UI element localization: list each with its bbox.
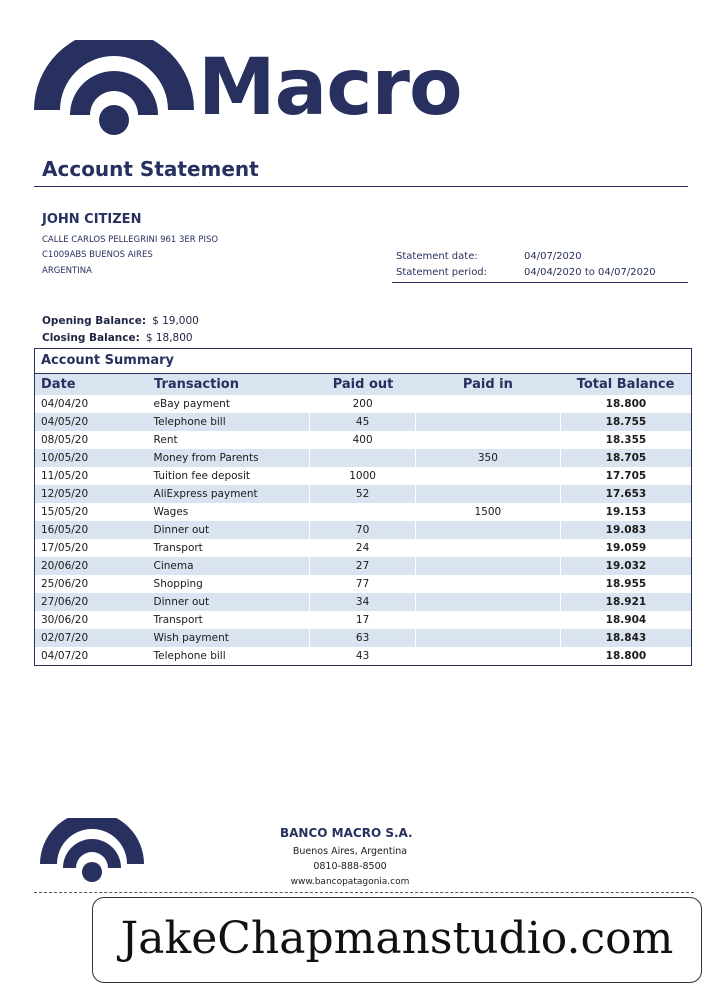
title-divider xyxy=(34,186,688,187)
cell-transaction: Rent xyxy=(153,434,178,446)
table-header xyxy=(35,374,691,395)
table-row xyxy=(35,503,691,521)
cell-transaction: Shopping xyxy=(153,578,203,590)
account-summary-table xyxy=(34,348,692,666)
cell-paid-in xyxy=(415,485,560,503)
cell-paid-out: 17 xyxy=(309,611,415,629)
page-title: Account Statement xyxy=(42,157,259,181)
cell-paid-out: 1000 xyxy=(309,467,415,485)
table-row xyxy=(35,629,691,647)
cell-transaction: Dinner out xyxy=(153,596,210,608)
cell-total-balance: 19.059 xyxy=(560,539,691,557)
cell-total-balance: 18.800 xyxy=(560,647,691,665)
cell-date: 15/05/20 xyxy=(41,506,89,518)
cell-date: 11/05/20 xyxy=(41,470,89,482)
closing-balance xyxy=(42,332,193,344)
cell-paid-in xyxy=(415,413,560,431)
cell-total-balance: 18.705 xyxy=(560,449,691,467)
table-row xyxy=(35,449,691,467)
cell-paid-in xyxy=(415,593,560,611)
statement-date-label: Statement date: xyxy=(396,251,478,262)
cell-date: 27/06/20 xyxy=(41,596,89,608)
cell-total-balance: 18.755 xyxy=(560,413,691,431)
cell-total-balance: 18.904 xyxy=(560,611,691,629)
footer-divider xyxy=(34,892,694,893)
cell-paid-in xyxy=(415,431,560,449)
cell-transaction: eBay payment xyxy=(153,398,230,410)
statement-period: 04/04/2020 to 04/07/2020 xyxy=(524,267,656,278)
cell-paid-in xyxy=(415,611,560,629)
cell-total-balance: 19.032 xyxy=(560,557,691,575)
cell-transaction: Money from Parents xyxy=(153,452,259,464)
cell-date: 10/05/20 xyxy=(41,452,89,464)
cell-transaction: AliExpress payment xyxy=(153,488,258,500)
cell-paid-in xyxy=(415,575,560,593)
table-row xyxy=(35,593,691,611)
column-header-paid-in: Paid in xyxy=(462,377,513,392)
cell-paid-out: 45 xyxy=(309,413,415,431)
cell-date: 02/07/20 xyxy=(41,632,89,644)
cell-date: 25/06/20 xyxy=(41,578,89,590)
cell-paid-in xyxy=(415,467,560,485)
column-header-date: Date xyxy=(41,377,76,392)
cell-total-balance: 18.921 xyxy=(560,593,691,611)
cell-paid-out: 27 xyxy=(309,557,415,575)
table-row xyxy=(35,431,691,449)
cell-total-balance: 18.355 xyxy=(560,431,691,449)
table-row xyxy=(35,395,691,413)
cell-paid-out xyxy=(309,449,415,467)
column-header-transaction: Transaction xyxy=(154,377,239,392)
cell-paid-out: 400 xyxy=(309,431,415,449)
cell-total-balance: 17.653 xyxy=(560,485,691,503)
column-header-paid-out: Paid out xyxy=(332,377,394,392)
cell-transaction: Wages xyxy=(153,506,189,518)
watermark-banner: JakeChapmanstudio.com xyxy=(92,897,702,983)
cell-transaction: Telephone bill xyxy=(153,650,226,662)
cell-date: 12/05/20 xyxy=(41,488,89,500)
cell-paid-in xyxy=(415,557,560,575)
cell-paid-out: 77 xyxy=(309,575,415,593)
cell-transaction: Telephone bill xyxy=(153,416,226,428)
table-row xyxy=(35,485,691,503)
cell-paid-in xyxy=(415,395,560,413)
footer-logo-icon xyxy=(40,818,144,888)
cell-date: 04/05/20 xyxy=(41,416,89,428)
cell-paid-out xyxy=(309,503,415,521)
cell-date: 04/07/20 xyxy=(41,650,89,662)
bank-phone: 0810-888-8500 xyxy=(313,861,387,872)
cell-total-balance: 19.153 xyxy=(560,503,691,521)
cell-date: 04/04/20 xyxy=(41,398,89,410)
table-row xyxy=(35,575,691,593)
table-row xyxy=(35,521,691,539)
cell-date: 30/06/20 xyxy=(41,614,89,626)
closing-balance-value: $ 18,800 xyxy=(145,332,193,344)
cell-paid-out: 200 xyxy=(309,395,415,413)
macro-logo-icon xyxy=(34,40,194,140)
customer-name: JOHN CITIZEN xyxy=(42,212,142,227)
table-row xyxy=(35,413,691,431)
table-row xyxy=(35,611,691,629)
cell-date: 17/05/20 xyxy=(41,542,89,554)
cell-paid-in xyxy=(415,521,560,539)
cell-paid-out: 43 xyxy=(309,647,415,665)
cell-transaction: Wish payment xyxy=(153,632,229,644)
cell-paid-in: 1500 xyxy=(415,503,560,521)
cell-paid-in xyxy=(415,647,560,665)
cell-total-balance: 18.800 xyxy=(560,395,691,413)
table-row xyxy=(35,539,691,557)
cell-paid-in: 350 xyxy=(415,449,560,467)
statement-date: 04/07/2020 xyxy=(524,251,582,262)
opening-balance xyxy=(42,315,199,327)
cell-transaction: Transport xyxy=(153,542,203,554)
cell-paid-in xyxy=(415,539,560,557)
bank-website: www.bancopatagonia.com xyxy=(290,877,410,887)
meta-divider xyxy=(392,282,688,283)
cell-paid-out: 24 xyxy=(309,539,415,557)
cell-date: 16/05/20 xyxy=(41,524,89,536)
cell-date: 08/05/20 xyxy=(41,434,89,446)
cell-transaction: Transport xyxy=(153,614,203,626)
address-line-2: C1009ABS BUENOS AIRES xyxy=(42,250,153,260)
table-row xyxy=(35,557,691,575)
column-header-total-balance: Total Balance xyxy=(576,377,675,392)
statement-period-label: Statement period: xyxy=(396,267,488,278)
cell-paid-out: 63 xyxy=(309,629,415,647)
opening-balance-value: $ 19,000 xyxy=(152,315,199,327)
account-summary-title: Account Summary xyxy=(35,349,691,374)
closing-balance-label: Closing Balance: xyxy=(42,332,140,344)
cell-transaction: Dinner out xyxy=(153,524,210,536)
bank-name: BANCO MACRO S.A. xyxy=(280,826,413,840)
cell-transaction: Cinema xyxy=(153,560,194,572)
address-line-1: CALLE CARLOS PELLEGRINI 961 3ER PISO xyxy=(42,235,219,245)
table-row xyxy=(35,467,691,485)
table-body xyxy=(35,395,691,665)
cell-total-balance: 17.705 xyxy=(560,467,691,485)
cell-total-balance: 18.955 xyxy=(560,575,691,593)
bank-city: Buenos Aires, Argentina xyxy=(292,846,408,857)
cell-paid-out: 34 xyxy=(309,593,415,611)
address-line-3: ARGENTINA xyxy=(42,266,92,276)
cell-transaction: Tuition fee deposit xyxy=(153,470,251,482)
cell-total-balance: 18.843 xyxy=(560,629,691,647)
brand-name: Macro xyxy=(198,43,462,133)
table-row xyxy=(35,647,691,665)
cell-total-balance: 19.083 xyxy=(560,521,691,539)
cell-paid-out: 52 xyxy=(309,485,415,503)
cell-paid-in xyxy=(415,629,560,647)
opening-balance-label: Opening Balance: xyxy=(42,315,147,327)
cell-paid-out: 70 xyxy=(309,521,415,539)
cell-date: 20/06/20 xyxy=(41,560,89,572)
